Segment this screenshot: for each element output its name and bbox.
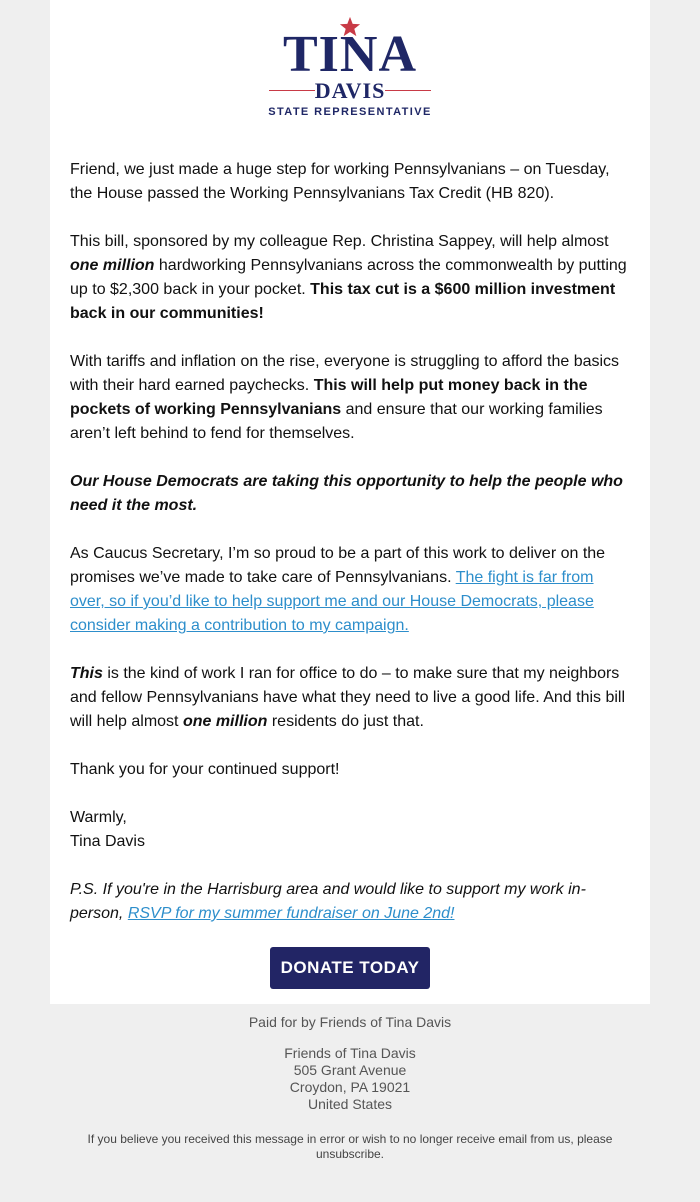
paragraph-tariffs: With tariffs and inflation on the rise, everyone is struggling to afford the basics with their hard earned paychecks. This will help put money back in the pockets of working Pennsylvanians and ensure that our working families aren’t left behind to fend for themselves. <box>70 353 620 442</box>
paragraph-bill: This bill, sponsored by my colleague Rep. Christina Sappey, will help almost one million hardworking Pennsylvanians across the commonwealth by putting up to $2,300 back in your pocket. This tax cut is a $600 million investment back in our communities! <box>70 233 627 322</box>
logo-divider-left <box>269 90 315 91</box>
logo-title: STATE REPRESENTATIVE <box>268 106 432 118</box>
campaign-logo <box>50 16 650 118</box>
email-body <box>70 158 630 950</box>
logo-divider-right <box>385 90 431 91</box>
contribution-link[interactable]: The fight is far from over, so if you’d like to help support me and our House Democrats, please consider making a contribution to my campaign. <box>70 569 594 634</box>
logo-last-name: DAVIS <box>314 78 386 103</box>
paragraph-caucus: As Caucus Secretary, I’m so proud to be a part of this work to deliver on the promises we’ve made to take care of Pennsylvanians. The fight is far from over, so if you’d like to help support me and our House Democrats, please consider making a contribution to my campaign. <box>70 545 606 634</box>
address-org: Friends of Tina Davis <box>284 1045 416 1061</box>
address-country: United States <box>307 1096 393 1112</box>
rsvp-link[interactable]: RSVP for my summer fundraiser on June 2nd! <box>127 905 455 922</box>
signoff: Warmly, <box>70 809 127 826</box>
cta-wrapper <box>50 947 650 989</box>
paragraph-democrats: Our House Democrats are taking this opportunity to help the people who need it the most. <box>70 473 623 514</box>
signature-block <box>70 806 630 854</box>
footer <box>0 1004 700 1162</box>
paragraph-ps: P.S. If you're in the Harrisburg area and would like to support my work in-person, RSVP for my summer fundraiser on June 2nd! <box>70 881 586 922</box>
paragraph-thanks: Thank you for your continued support! <box>70 761 340 778</box>
paragraph-work: This is the kind of work I ran for office to do – to make sure that my neighbors and fellow Pennsylvanians have what they need to live a good life. And this bill will help almost one million residents do just that. <box>70 665 626 730</box>
email-card <box>50 0 650 1004</box>
donate-button[interactable]: DONATE TODAY <box>270 947 431 989</box>
signature-name: Tina Davis <box>70 833 145 850</box>
mailing-address <box>0 1045 700 1113</box>
paragraph-intro: Friend, we just made a huge step for working Pennsylvanians – on Tuesday, the House passed the Working Pennsylvanians Tax Credit (HB 820). <box>70 161 610 202</box>
logo-last-name-row <box>269 78 431 104</box>
logo-first-name: TINA <box>282 26 418 83</box>
address-city: Croydon, PA 19021 <box>289 1079 411 1095</box>
paid-for-disclaimer: Paid for by Friends of Tina Davis <box>248 1014 452 1030</box>
unsubscribe-notice[interactable]: If you believe you received this message in error or wish to no longer receive email from us, please unsubscribe. <box>87 1132 613 1161</box>
address-street: 505 Grant Avenue <box>293 1062 407 1078</box>
